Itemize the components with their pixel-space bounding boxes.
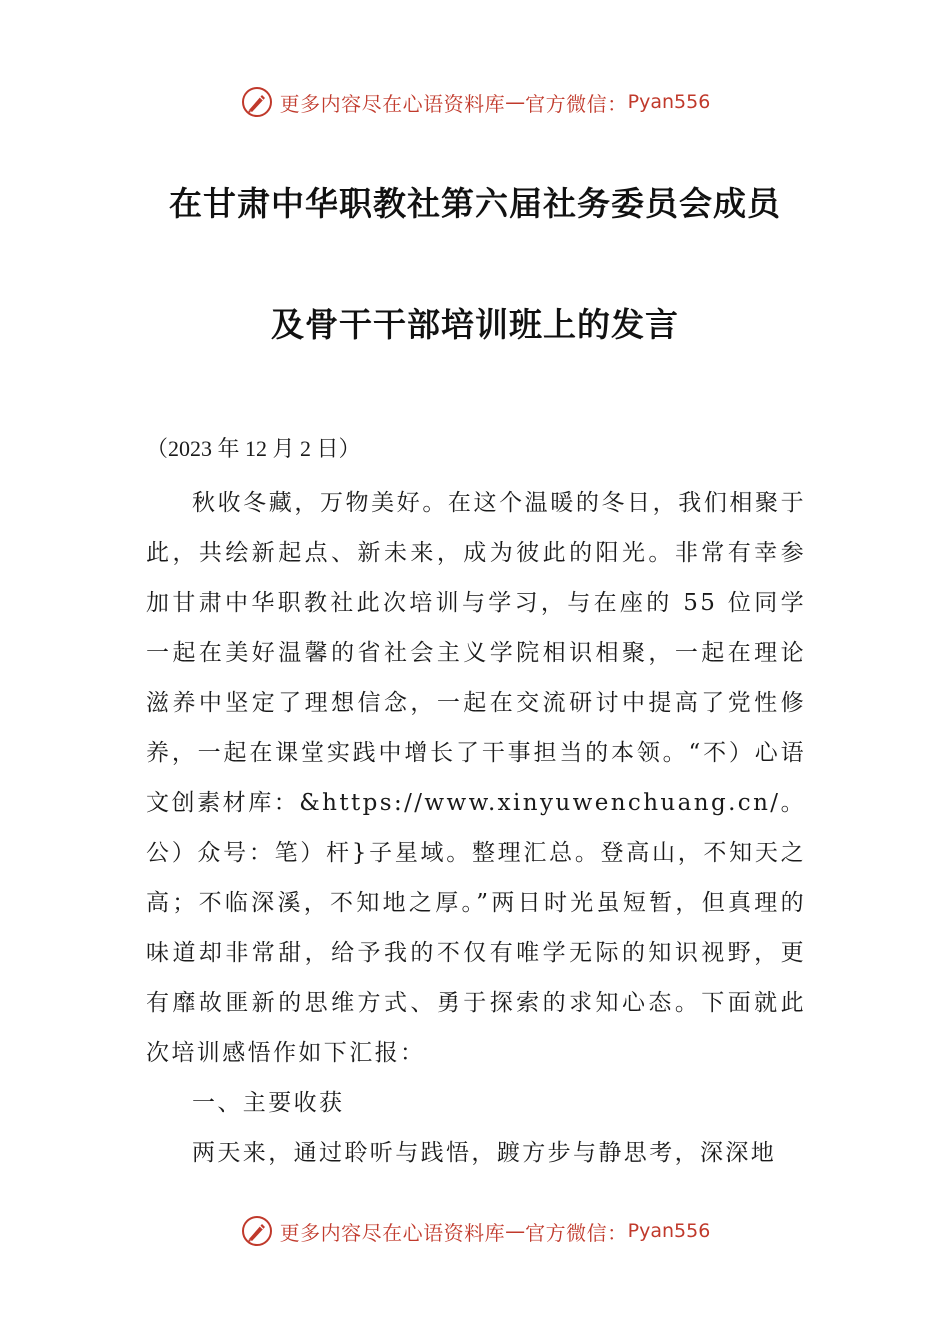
- banner-separator: —: [505, 1219, 526, 1243]
- banner-text: 更多内容尽在心语资料库: [279, 91, 506, 116]
- document-title-line-2: 及骨干干部培训班上的发言: [271, 305, 679, 344]
- footer-banner: [0, 1211, 950, 1251]
- paragraph-continued: 两天来，通过聆听与践悟，踱方步与静思考，深深地: [192, 1140, 777, 1166]
- banner-handle: Pyan556: [627, 1220, 711, 1242]
- banner-text: 更多内容尽在心语资料库: [279, 1220, 506, 1245]
- banner-separator: —: [505, 90, 526, 114]
- document-title-line-1: 在甘肃中华职教社第六届社务委员会成员: [169, 184, 781, 223]
- pen-logo-icon: [240, 1214, 274, 1248]
- header-banner: [0, 82, 950, 122]
- paragraph-intro: 秋收冬藏，万物美好。在这个温暖的冬日，我们相聚于此，共绘新起点、新未来，成为彼此的阳光。非常有幸参加甘肃中华职教社此次培训与学习，与在座的 55 位同学一起在美好温馨的省社会主义学院相识相聚，一起在理论滋养中坚定了理想信念，一起在交流研讨中提高了党性修养，一起在课堂实践中增长了干事担当的本领。“不）心语文创素材库：&https://www.xinyuwenchuang.cn/。公）众号：笔）杆}子星域。整理汇总。登高山，不知天之高；不临深溪，不知地之厚。”两日时光虽短暂，但真理的味道却非常甜，给予我的不仅有唯学无际的知识视野，更有靡故匪新的思维方式、勇于探索的求知心态。下面就此次培训感悟作如下汇报：: [146, 490, 806, 1066]
- banner-handle: Pyan556: [627, 91, 711, 113]
- banner-suffix: 官方微信：: [525, 91, 628, 116]
- pen-logo-icon: [240, 85, 274, 119]
- section-heading: 一、主要收获: [192, 1090, 345, 1116]
- document-body: [146, 478, 806, 1178]
- banner-suffix: 官方微信：: [525, 1220, 628, 1245]
- document-date: （2023 年 12 月 2 日）: [146, 436, 361, 461]
